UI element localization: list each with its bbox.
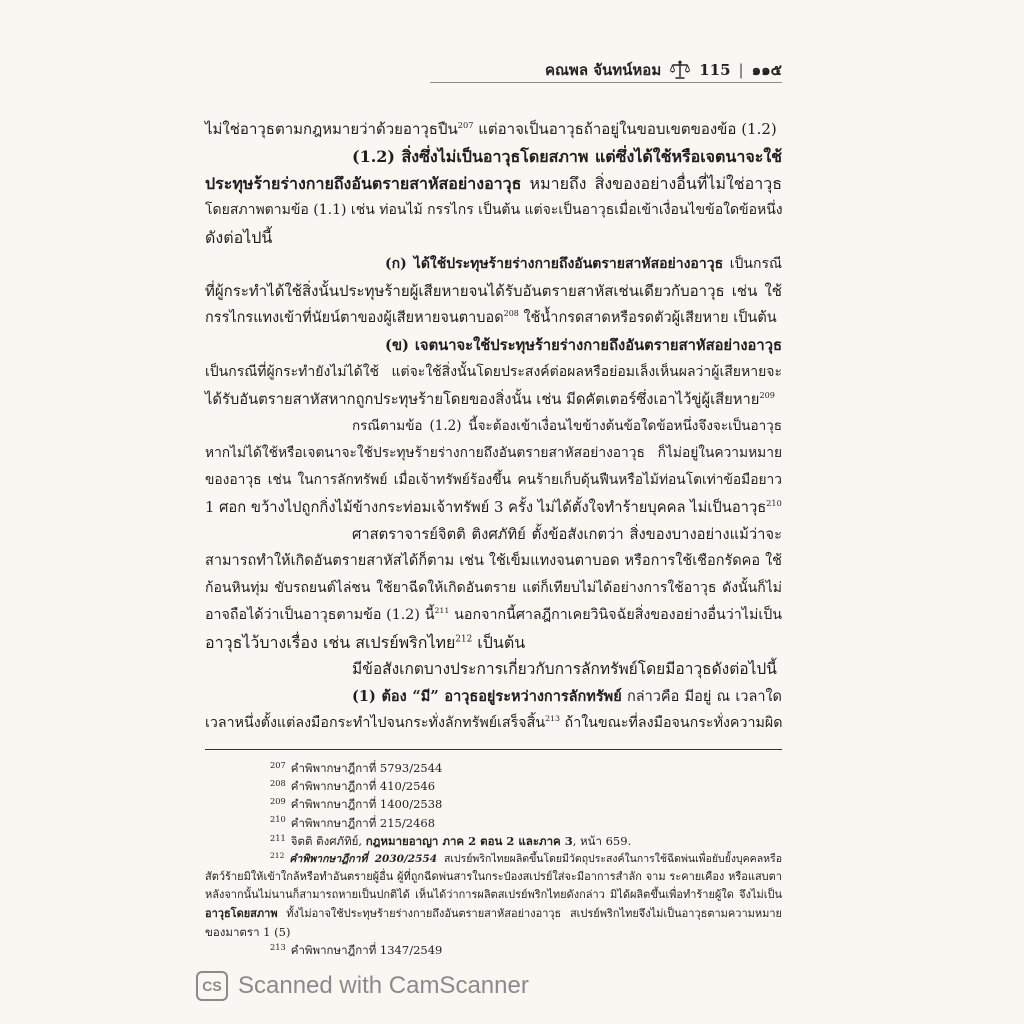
- text-line: [205, 656, 782, 683]
- footnote-text: สัตว์ร้ายมิให้เข้าใกล้หรือทำอันตรายผู้อื่น ผู้ที่ถูกฉีดพ่นสารในกระป๋องสเปรย์ใส่จะมีอาการสำลัก จาม ระคายเคือง หรือแสบตา: [205, 870, 782, 884]
- watermark-text: Scanned with CamScanner: [238, 972, 529, 999]
- bold-term: อาวุธโดยสภาพ: [205, 906, 278, 920]
- line-text: หมายถึง สิ่งของอย่างอื่นที่ไม่ใช่อาวุธ: [521, 174, 782, 193]
- text-line: [205, 413, 782, 440]
- line-text: เป็นกรณีที่ผู้กระทำยังไม่ได้ใช้ แต่จะใช้สิ่งนั้นโดยประสงค์ต่อผลหรือย่อมเล็งเห็นผลว่าผู้เสียหายจะ: [205, 364, 782, 380]
- bold-heading: (1.2) สิ่งซึ่งไม่เป็นอาวุธโดยสภาพ แต่ซึ่งได้ใช้หรือเจตนาจะใช้: [352, 147, 782, 166]
- text-line: [205, 629, 782, 656]
- footnote-number: 207: [270, 759, 286, 770]
- line-text: 1 ศอก ขว้างไปถูกกิ่งไม้ข้างกระท่อมเจ้าทรัพย์ 3 ครั้ง ไม่ได้ตั้งใจทำร้ายบุคคล ไม่เป็นอาวุธ: [205, 499, 767, 516]
- camscanner-logo: CS: [196, 971, 228, 1001]
- body-text: [205, 116, 782, 737]
- line-text: กล่าวคือ มีอยู่ ณ เวลาใด: [621, 689, 782, 705]
- text-line: [205, 116, 782, 143]
- bold-heading: (ก) ได้ใช้ประทุษร้ายร่างกายถึงอันตรายสาหัสอย่างอาวุธ: [385, 256, 724, 272]
- text-line: [205, 197, 782, 224]
- footnote-text: คำพิพากษาฎีกาที่ 1347/2549: [290, 942, 443, 957]
- running-header: [545, 58, 782, 82]
- line-text: ใช้น้ำกรดสาดหรือรดตัวผู้เสียหาย เป็นต้น: [518, 310, 777, 326]
- line-text: มีข้อสังเกตบางประการเกี่ยวกับการลักทรัพย์โดยมีอาวุธดังต่อไปนี้: [352, 660, 777, 678]
- text-line: [205, 548, 782, 575]
- footnote: [205, 795, 782, 813]
- text-line: [205, 143, 782, 170]
- paragraph: [205, 251, 782, 332]
- footnote-line: [205, 850, 782, 868]
- text-line: [205, 575, 782, 602]
- footnote-number: 209: [270, 796, 286, 807]
- line-text: ถ้าในขณะที่ลงมือจนกระทั่งความผิด: [560, 715, 783, 731]
- footnote-ref: 210: [766, 497, 782, 508]
- text-line: [205, 467, 782, 494]
- case-citation: คำพิพากษาฎีกาที่ 2030/2554: [289, 852, 438, 865]
- text-line: [205, 170, 782, 197]
- paragraph: [205, 413, 782, 521]
- header-rule: [430, 82, 782, 83]
- bold-heading: (ข) เจตนาจะใช้ประทุษร้ายร่างกายถึงอันตรายสาหัสอย่างอาวุธ: [385, 337, 782, 354]
- paragraph: [205, 656, 782, 683]
- footnote-line: [205, 923, 782, 941]
- page-number-separator: |: [738, 61, 744, 79]
- text-line: [205, 278, 782, 305]
- line-text: โดยสภาพตามข้อ (1.1) เช่น ท่อนไม้ กรรไกร เป็นต้น แต่จะเป็นอาวุธเมื่อเข้าเงื่อนไขข้อใดข้อหนึ่ง: [205, 202, 783, 218]
- footnote-ref: 209: [759, 389, 775, 400]
- footnote: [205, 777, 782, 795]
- footnote-text: คำพิพากษาฎีกาที่ 5793/2544: [290, 761, 443, 775]
- paragraph: [205, 116, 782, 143]
- text-line: [205, 521, 782, 548]
- line-text: กรรไกรแทงเข้าที่นัยน์ตาของผู้เสียหายจนตาบอด: [205, 310, 504, 326]
- footnote-text: คำพิพากษาฎีกาที่ 1400/2538: [290, 797, 443, 812]
- paragraph: [205, 143, 782, 251]
- footnote-ref: 207: [457, 119, 474, 130]
- line-text: เป็นกรณี: [723, 256, 782, 272]
- footnotes: [205, 759, 782, 959]
- text-line: [205, 305, 782, 332]
- footnote-line: [205, 905, 782, 923]
- line-text: กรณีตามข้อ (1.2) นี้จะต้องเข้าเงื่อนไขข้างต้นข้อใดข้อหนึ่งจึงจะเป็นอาวุธ: [352, 418, 782, 434]
- line-text: เวลาหนึ่งตั้งแต่ลงมือกระทำไปจนกระทั่งลักทรัพย์เสร็จสิ้น: [205, 715, 546, 731]
- author-name: คณพล จันทน์หอม: [544, 61, 662, 79]
- footnote: [205, 832, 782, 850]
- line-text: ได้รับอันตรายสาหัสหากถูกประทุษร้ายโดยของสิ่งนั้น เช่น มีดคัตเตอร์ซึ่งเอาไว้ขู่ผู้เสียหาย: [205, 391, 760, 408]
- footnote-text: , หน้า 659.: [572, 833, 632, 848]
- text-line: [205, 386, 782, 413]
- text-line: [205, 440, 782, 467]
- bold-heading: (1) ต้อง “มี” อาวุธอยู่ระหว่างการลักทรัพย์: [352, 688, 622, 705]
- footnote-rule: [205, 749, 782, 750]
- footnote-ref: 212: [455, 634, 473, 645]
- footnote-line: [205, 868, 782, 886]
- text-line: [205, 332, 782, 359]
- footnote-ref: 213: [545, 714, 561, 724]
- bold-heading: ประทุษร้ายร่างกายถึงอันตรายสาหัสอย่างอาวุธ: [205, 174, 522, 193]
- camscanner-watermark: [196, 970, 529, 1002]
- footnote: [205, 850, 782, 941]
- line-text: อาจถือได้ว่าเป็นอาวุธตามข้อ (1.2) นี้: [205, 607, 435, 623]
- line-text: ศาสตราจารย์จิตติ ติงศภัทิย์ ตั้งข้อสังเกตว่า สิ่งของบางอย่างแม้ว่าจะ: [352, 526, 782, 543]
- footnote: [205, 814, 782, 832]
- line-text: ก้อนหินทุ่ม ขับรถยนต์ไล่ชน ใช้ยาฉีดให้เกิดอันตราย แต่ก็เทียบไม่ได้อย่างการใช้อาวุธ ดังนั้นก็ไม่: [205, 580, 782, 596]
- footnote-line: [205, 886, 782, 904]
- text-line: [205, 359, 782, 386]
- line-text: ดังต่อไปนี้: [205, 228, 273, 247]
- footnote: [205, 941, 782, 959]
- text-line: [205, 251, 782, 278]
- line-text: อาวุธไว้บางเรื่อง เช่น สเปรย์พริกไทย: [205, 633, 456, 652]
- paragraph: [205, 521, 782, 656]
- footnote-text: สเปรย์พริกไทยผลิตขึ้นโดยมีวัตถุประสงค์ในการใช้ฉีดพ่นเพื่อยับยั้งบุคคลหรือ: [437, 852, 783, 865]
- footnote-number: 210: [270, 814, 286, 825]
- footnote-text: ทั้งไม่อาจใช้ประทุษร้ายร่างกายถึงอันตรายสาหัสอย่างอาวุธ สเปรย์พริกไทยจึงไม่เป็นอาวุธตามความหมาย: [277, 906, 782, 920]
- line-text: สามารถทำให้เกิดอันตรายสาหัสได้ก็ตาม เช่น ใช้เข็มแทงจนตาบอด หรือการใช้เชือกรัดคอ ใช้: [205, 553, 782, 569]
- scales-of-justice-icon: [669, 60, 691, 80]
- footnote-text: ของมาตรา 1 (5): [205, 924, 291, 939]
- text-line: [205, 683, 782, 710]
- footnote-number: 212: [270, 851, 285, 861]
- paragraph: [205, 332, 782, 413]
- line-text: ที่ผู้กระทำได้ใช้สิ่งนั้นประทุษร้ายผู้เสียหายจนได้รับอันตรายสาหัสเช่นเดียวกับอาวุธ เช่น ใช้: [205, 282, 782, 300]
- line-text: ของอาวุธ เช่น ในการลักทรัพย์ เมื่อเจ้าทรัพย์ร้องขึ้น คนร้ายเก็บดุ้นฟืนหรือไม้ท่อนโตเท่าข้อมือยาว: [205, 472, 782, 488]
- footnote-text: จิตติ ติงศภัทิย์,: [290, 833, 366, 848]
- line-text: เป็นต้น: [472, 633, 526, 652]
- line-text: แต่อาจเป็นอาวุธถ้าอยู่ในขอบเขตของข้อ (1.2): [473, 120, 777, 138]
- text-line: [205, 224, 782, 251]
- footnote-number: 208: [270, 778, 286, 789]
- paragraph: [205, 683, 782, 737]
- text-line: [205, 710, 782, 737]
- page-number-thai: ๑๑๕: [751, 61, 782, 79]
- text-line: [205, 494, 782, 521]
- footnote: [205, 759, 782, 777]
- footnote-ref: 211: [434, 606, 450, 616]
- footnote-text: หลังจากนั้นไม่นานก็สามารถหายเป็นปกติได้ เห็นได้ว่าการผลิตสเปรย์พริกไทยดังกล่าว มิได้ผลิตขึ้นเพื่อทำร้ายผู้ใด จึงไม่เป็น: [205, 888, 782, 902]
- line-text: นอกจากนี้ศาลฎีกาเคยวินิจฉัยสิ่งของอย่างอื่นว่าไม่เป็น: [449, 607, 783, 623]
- footnote-text: คำพิพากษาฎีกาที่ 410/2546: [290, 779, 436, 794]
- page-number: 115: [699, 61, 731, 79]
- book-title: กฎหมายอาญา ภาค 2 ตอน 2 และภาค 3: [365, 833, 573, 848]
- footnote-number: 213: [270, 941, 286, 952]
- line-text: หากไม่ได้ใช้หรือเจตนาจะใช้ประทุษร้ายร่างกายถึงอันตรายสาหัสอย่างอาวุธ ก็ไม่อยู่ในความหมาย: [205, 445, 782, 461]
- line-text: ไม่ใช่อาวุธตามกฎหมายว่าด้วยอาวุธปืน: [205, 120, 458, 138]
- text-line: [205, 602, 782, 629]
- footnote-ref: 208: [503, 309, 519, 319]
- footnote-text: คำพิพากษาฎีกาที่ 215/2468: [290, 815, 436, 830]
- footnote-number: 211: [270, 832, 286, 843]
